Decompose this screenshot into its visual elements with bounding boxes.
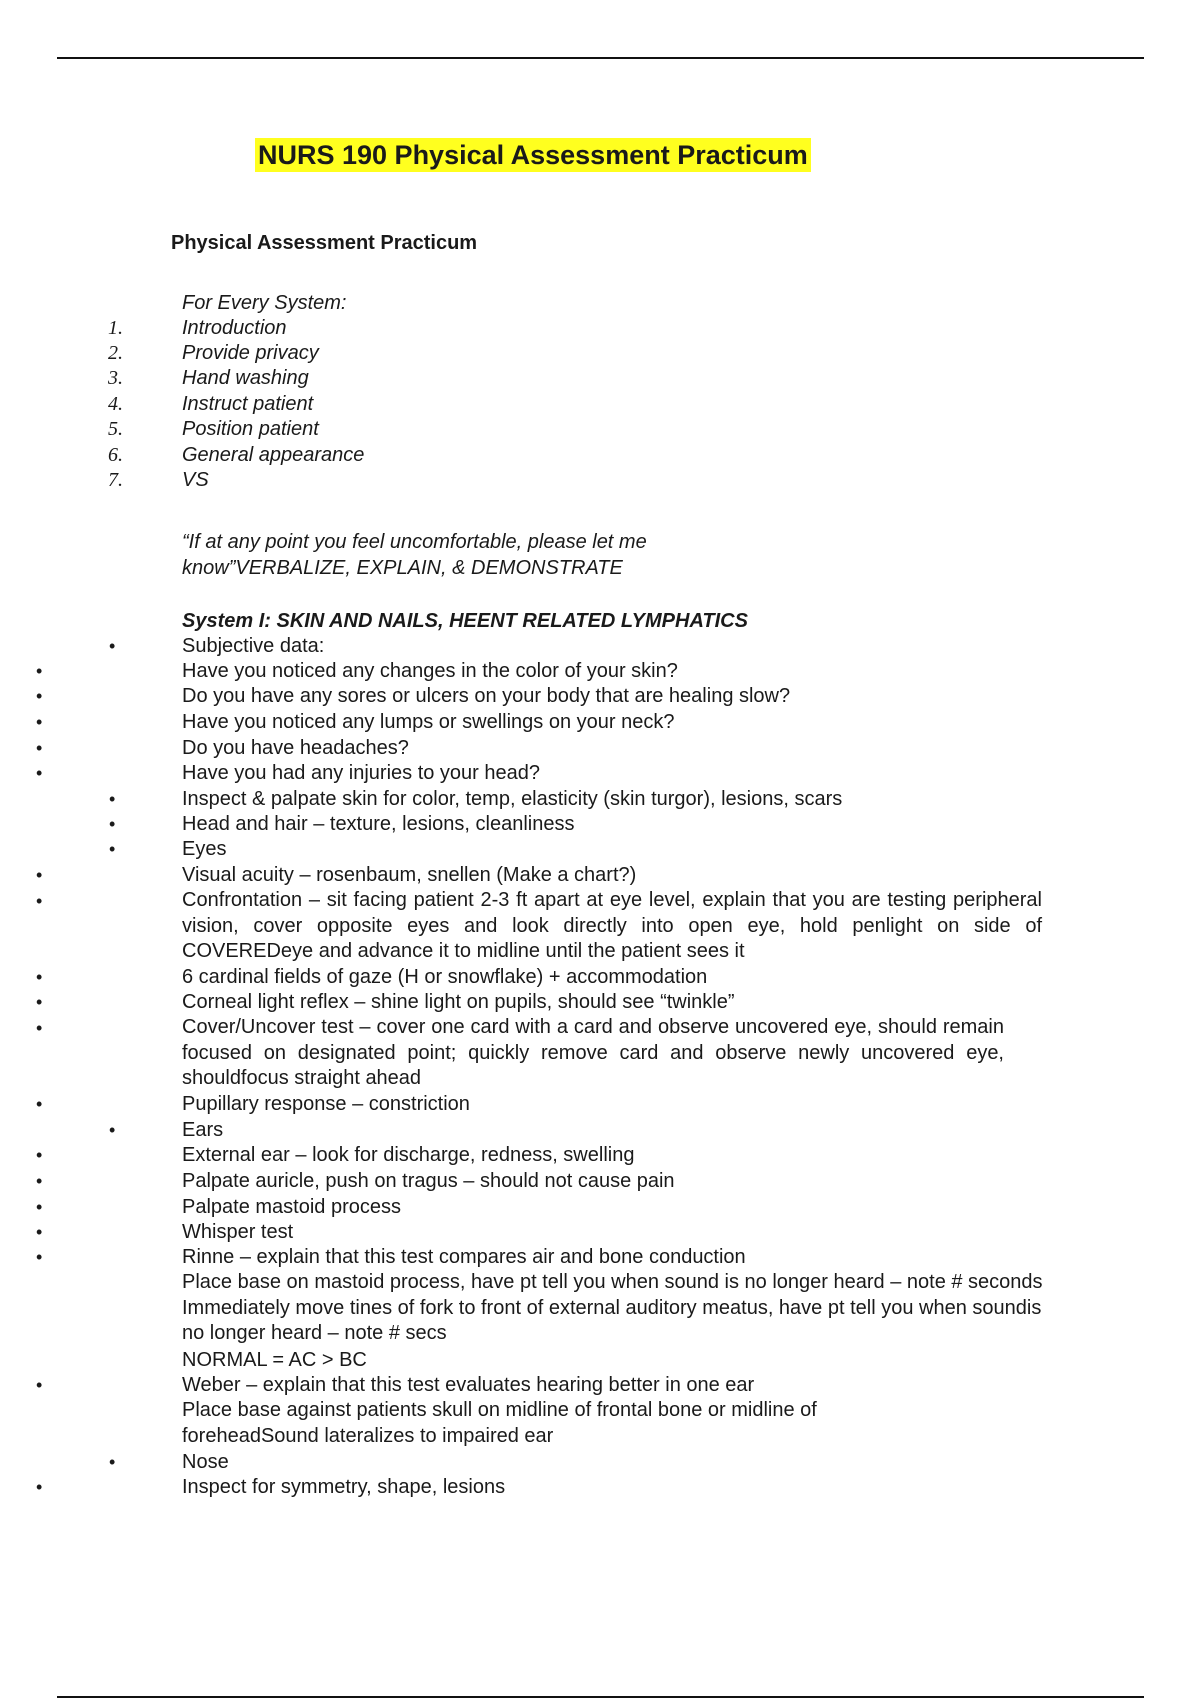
list-item: Introduction [182,317,287,339]
subjective-data-label: Subjective data: [182,635,325,657]
bullet-glyph: • [36,1197,43,1217]
list-number: 4. [108,393,123,415]
list-item: Hand washing [182,367,309,389]
bullet-glyph: • [36,1145,43,1165]
bullet-glyph: • [36,686,43,706]
bullet-glyph: • [36,1222,43,1242]
list-number: 6. [108,444,123,466]
nose-inspect-item: Inspect for symmetry, shape, lesions [182,1476,506,1498]
rinne-normal: NORMAL = AC > BC [182,1349,367,1371]
subjective-question: Have you noticed any changes in the color of your skin? [182,660,678,682]
bottom-rule [57,1696,1144,1698]
bullet-glyph: • [36,1018,43,1038]
bullet-glyph: • [36,763,43,783]
visual-acuity-item: Visual acuity – rosenbaum, snellen (Make a chart?) [182,864,637,886]
list-number: 7. [108,469,123,491]
bullet-glyph: • [36,891,43,911]
bullet-glyph: • [109,1452,116,1472]
nose-item: Nose [182,1451,229,1473]
weber-detail: Place base against patients skull on midline of frontal bone or midline of foreheadSound lateralizes to impaired ear [182,1399,817,1447]
bullet-glyph: • [36,1094,43,1114]
whisper-test-item: Whisper test [182,1221,294,1243]
comfort-quote-line1: “If at any point you feel uncomfortable, please let me [182,531,647,553]
ears-item: Ears [182,1119,224,1141]
weber-item: Weber – explain that this test evaluates hearing better in one ear [182,1374,755,1396]
external-ear-item: External ear – look for discharge, redness, swelling [182,1144,635,1166]
cardinal-fields-item: 6 cardinal fields of gaze (H or snowflake) + accommodation [182,966,708,988]
cover-uncover-item: Cover/Uncover test – cover one card with a card and observe uncovered eye, should remain focused on designated point; quickly remove card and observe newly uncovered eye, shouldfocus straight ahead [182,1016,1004,1089]
top-rule [57,57,1144,59]
bullet-glyph: • [36,1171,43,1191]
list-number: 3. [108,367,123,389]
bullet-glyph: • [36,712,43,732]
rinne-detail: Place base on mastoid process, have pt tell you when sound is no longer heard – note # seconds Immediately move tines of fork to front of external auditory meatus, have pt tell you when soundis no longer heard – note # secs [182,1271,1043,1344]
list-item: Instruct patient [182,393,314,415]
subjective-question: Have you noticed any lumps or swellings on your neck? [182,711,675,733]
bullet-glyph: • [36,1477,43,1497]
list-item: Provide privacy [182,342,319,364]
bullet-glyph: • [36,661,43,681]
pupillary-item: Pupillary response – constriction [182,1093,470,1115]
eyes-item: Eyes [182,838,227,860]
list-number: 5. [108,418,123,440]
document-title: NURS 190 Physical Assessment Practicum [255,138,811,172]
bullet-glyph: • [36,865,43,885]
confrontation-item: Confrontation – sit facing patient 2-3 ft apart at eye level, explain that you are testing peripheral vision, cover opposite eyes and look directly into open eye, hold penlight on side of COVEREDeye and advance it to midline until the patient sees it [182,889,1042,962]
bullet-glyph: • [109,839,116,859]
bullet-glyph: • [36,738,43,758]
bullet-glyph: • [109,1120,116,1140]
every-system-heading: For Every System: [182,292,347,314]
bullet-glyph: • [109,636,116,656]
bullet-glyph: • [109,789,116,809]
list-item: Position patient [182,418,319,440]
list-item: General appearance [182,444,365,466]
section-subtitle: Physical Assessment Practicum [171,232,478,254]
system-heading: System I: SKIN AND NAILS, HEENT RELATED LYMPHATICS [182,610,748,632]
inspect-skin-item: Inspect & palpate skin for color, temp, elasticity (skin turgor), lesions, scars [182,788,843,810]
palpate-auricle-item: Palpate auricle, push on tragus – should not cause pain [182,1170,675,1192]
subjective-question: Do you have any sores or ulcers on your body that are healing slow? [182,685,791,707]
palpate-mastoid-item: Palpate mastoid process [182,1196,402,1218]
subjective-question: Do you have headaches? [182,737,409,759]
bullet-glyph: • [109,814,116,834]
list-number: 2. [108,342,123,364]
bullet-glyph: • [36,967,43,987]
bullet-glyph: • [36,1375,43,1395]
subjective-question: Have you had any injuries to your head? [182,762,541,784]
bullet-glyph: • [36,1247,43,1267]
head-hair-item: Head and hair – texture, lesions, cleanliness [182,813,575,835]
bullet-glyph: • [36,992,43,1012]
corneal-light-item: Corneal light reflex – shine light on pupils, should see “twinkle” [182,991,735,1013]
comfort-quote-line2: know”VERBALIZE, EXPLAIN, & DEMONSTRATE [182,557,623,579]
list-item: VS [182,469,209,491]
list-number: 1. [108,317,123,339]
rinne-item: Rinne – explain that this test compares air and bone conduction [182,1246,746,1268]
